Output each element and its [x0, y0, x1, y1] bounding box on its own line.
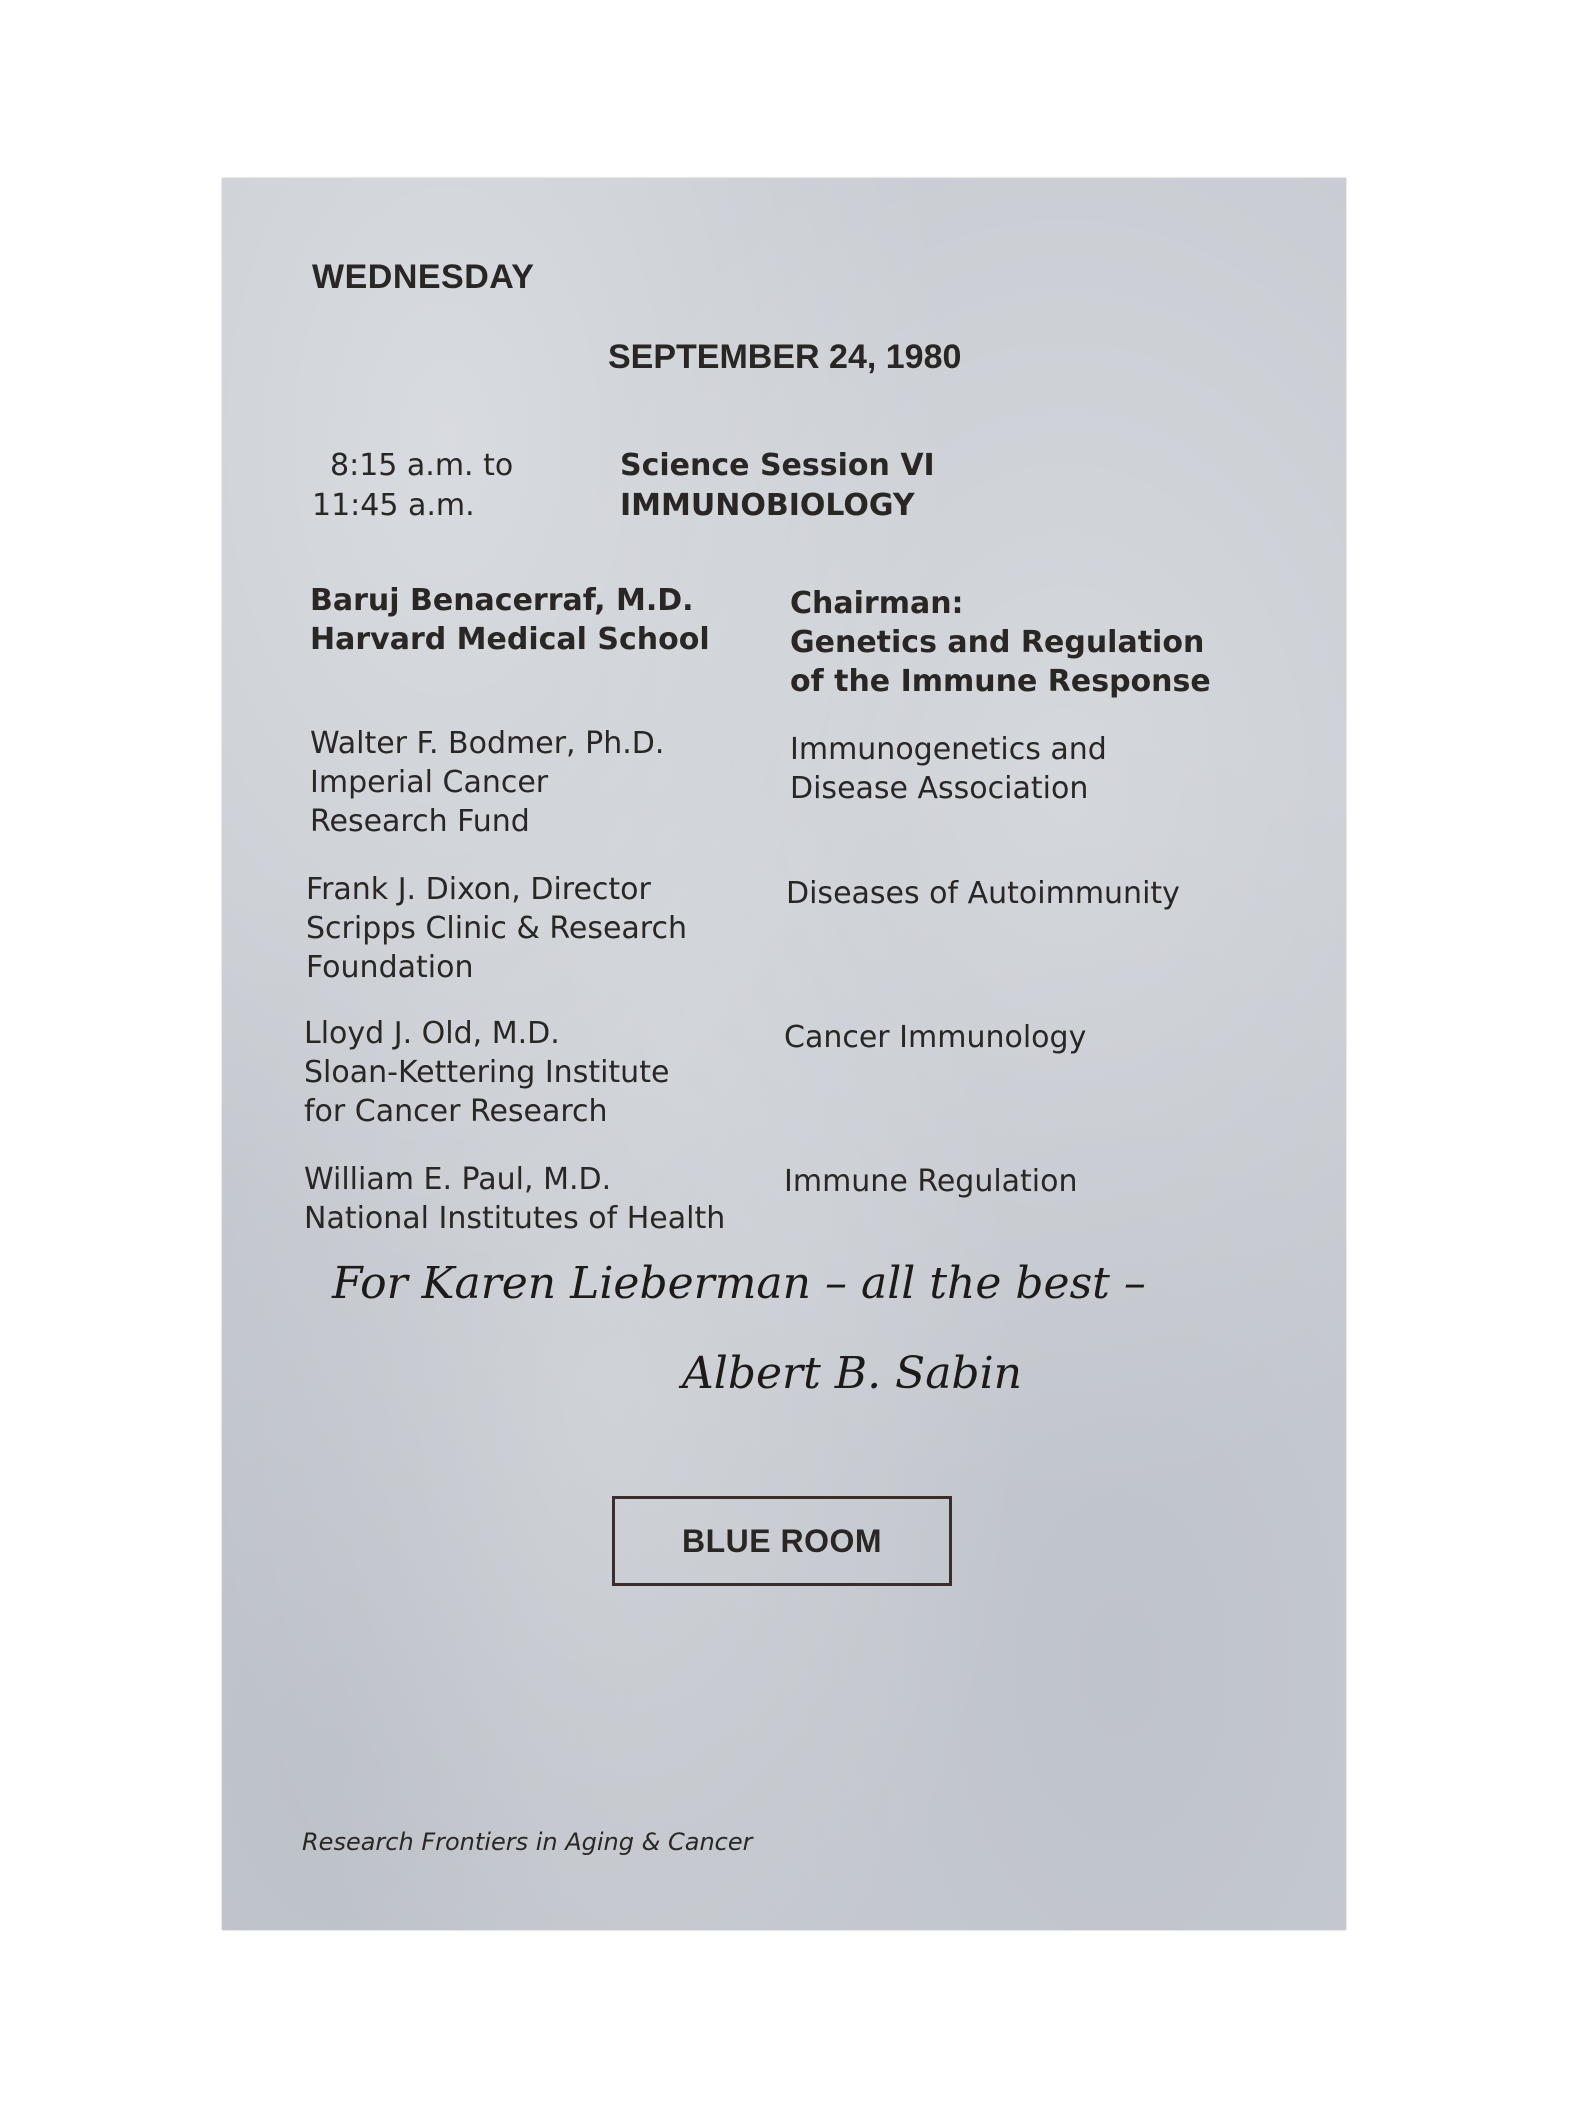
speaker-topic: Cancer Immunology: [784, 1020, 1087, 1055]
chair-affiliation: Harvard Medical School: [310, 622, 710, 657]
speaker-affiliation: Imperial Cancer: [310, 765, 549, 800]
speaker-affiliation: for Cancer Research: [304, 1094, 608, 1129]
speaker-affiliation: Research Fund: [310, 804, 530, 839]
chair-topic-line1: Genetics and Regulation: [790, 625, 1205, 660]
time-start: 8:15 a.m. to: [330, 448, 514, 483]
chair-topic-line2: of the Immune Response: [790, 664, 1211, 699]
room-box: [612, 1496, 952, 1586]
speaker-name: Lloyd J. Old, M.D.: [304, 1016, 560, 1051]
speaker-topic: Immune Regulation: [784, 1164, 1078, 1199]
footer-series-title: Research Frontiers in Aging & Cancer: [302, 1828, 753, 1856]
speaker-topic: Immunogenetics and: [790, 732, 1107, 767]
speaker-affiliation: Foundation: [306, 950, 474, 985]
speaker-name: William E. Paul, M.D.: [304, 1162, 612, 1197]
room-label: BLUE ROOM: [681, 1522, 883, 1559]
speaker-topic: Diseases of Autoimmunity: [786, 876, 1180, 911]
day-heading: WEDNESDAY: [312, 258, 535, 296]
time-end: 11:45 a.m.: [312, 488, 475, 523]
speaker-affiliation: Sloan-Kettering Institute: [304, 1055, 670, 1090]
date-heading: SEPTEMBER 24, 1980: [608, 338, 962, 376]
chair-role: Chairman:: [790, 586, 964, 621]
session-topic: IMMUNOBIOLOGY: [620, 488, 915, 523]
handwritten-inscription: For Karen Lieberman – all the best –: [332, 1258, 1146, 1309]
handwritten-signature: Albert B. Sabin: [682, 1348, 1023, 1399]
chair-name: Baruj Benacerraf, M.D.: [310, 583, 694, 618]
session-title: Science Session VI: [620, 448, 935, 483]
speaker-name: Walter F. Bodmer, Ph.D.: [310, 726, 665, 761]
speaker-affiliation: Scripps Clinic & Research: [306, 911, 687, 946]
speaker-topic: Disease Association: [790, 771, 1089, 806]
speaker-affiliation: National Institutes of Health: [304, 1201, 726, 1236]
speaker-name: Frank J. Dixon, Director: [306, 872, 651, 907]
program-sheet: [222, 178, 1346, 1930]
